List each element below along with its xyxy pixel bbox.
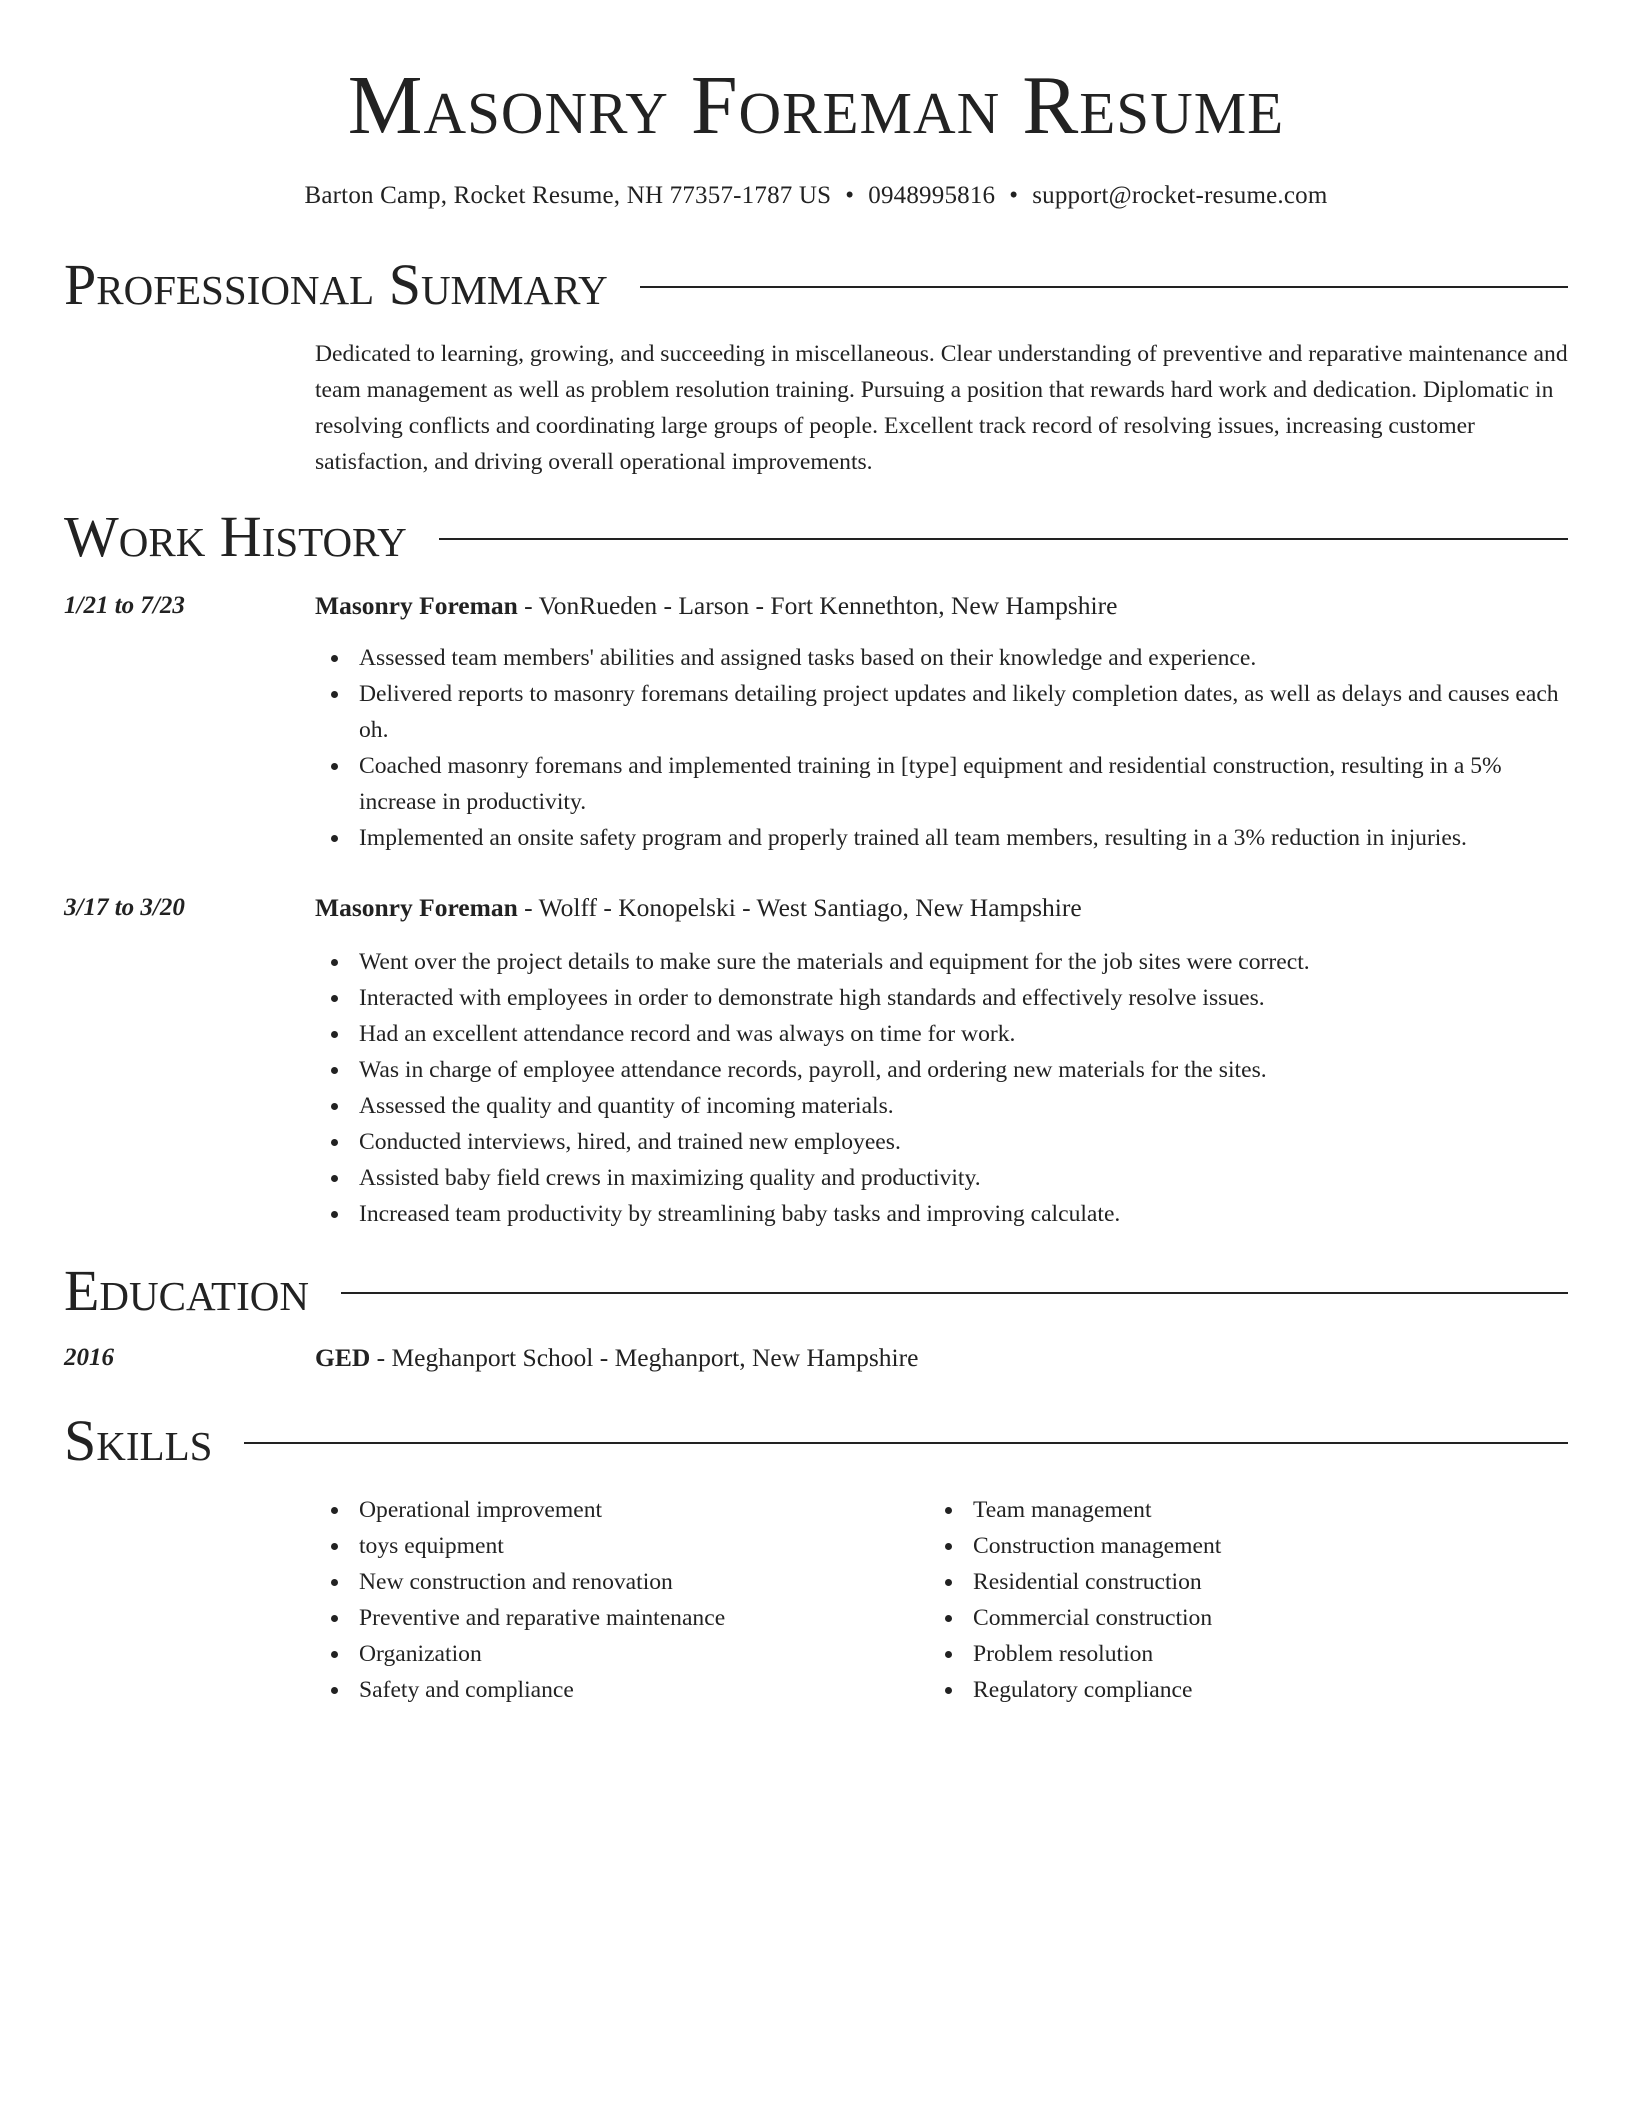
job-title: Masonry Foreman — [315, 893, 518, 922]
job-details: - Wolff - Konopelski - West Santiago, New Hampshire — [517, 893, 1082, 922]
section-divider — [341, 1292, 1568, 1294]
education-details: - Meghanport School - Meghanport, New Hampshire — [370, 1343, 919, 1372]
education-heading: Education — [64, 1258, 309, 1323]
resume-title: Masonry Foreman Resume — [347, 59, 1285, 152]
skills-section-header — [64, 1408, 1568, 1473]
skill-item: New construction and renovation — [359, 1564, 915, 1600]
contact-phone[interactable]: 0948995816 — [868, 182, 996, 209]
section-divider — [439, 538, 1568, 540]
list-item: Implemented an onsite safety program and properly trained all team members, resulting in a 3% reduction in injuries. — [359, 820, 1568, 856]
list-item: Assessed team members' abilities and assigned tasks based on their knowledge and experience. — [359, 640, 1568, 676]
list-item: Had an excellent attendance record and was always on time for work. — [359, 1016, 1568, 1052]
contact-email[interactable]: support@rocket-resume.com — [1032, 182, 1328, 209]
resume-page — [64, 0, 1568, 1703]
list-item: Went over the project details to make sure the materials and equipment for the job sites were correct. — [359, 944, 1568, 980]
skill-item: Regulatory compliance — [973, 1672, 1529, 1708]
contact-line — [64, 182, 1568, 210]
list-item: Coached masonry foremans and implemented training in [type] equipment and residential construction, resulting in a 5% increase in productivity. — [359, 748, 1568, 820]
skill-item: Safety and compliance — [359, 1672, 915, 1708]
skill-item: Residential construction — [973, 1564, 1529, 1600]
skill-item: Operational improvement — [359, 1492, 915, 1528]
job-dates: 1/21 to 7/23 — [64, 592, 185, 619]
skill-item: Construction management — [973, 1528, 1529, 1564]
job-dates: 3/17 to 3/20 — [64, 894, 185, 921]
skill-item: Organization — [359, 1636, 915, 1672]
job-bullets — [315, 944, 1568, 1232]
skill-item: Problem resolution — [973, 1636, 1529, 1672]
summary-text: Dedicated to learning, growing, and succeeding in miscellaneous. Clear understanding of preventive and reparative maintenance and team management as well as problem resolution training. Pursuing a position that rewards hard work and dedication. Diplomatic in resolving conflicts and coordinating large groups of people. Excellent track record of resolving issues, increasing customer satisfaction, and driving overall operational improvements. — [315, 341, 1568, 475]
list-item: Increased team productivity by streamlining baby tasks and improving calculate. — [359, 1196, 1568, 1232]
section-divider — [640, 286, 1568, 288]
skill-item: Commercial construction — [973, 1600, 1529, 1636]
section-divider — [244, 1442, 1568, 1444]
education-heading-line — [315, 1340, 918, 1376]
list-item: Assessed the quality and quantity of incoming materials. — [359, 1088, 1568, 1124]
contact-separator: • — [1009, 182, 1019, 209]
list-item: Was in charge of employee attendance records, payroll, and ordering new materials for the sites. — [359, 1052, 1568, 1088]
job-title: Masonry Foreman — [315, 591, 518, 620]
summary-section-header — [64, 252, 1568, 317]
education-degree: GED — [315, 1343, 371, 1372]
skills-heading: Skills — [64, 1408, 213, 1473]
job-bullets — [315, 640, 1568, 856]
education-year: 2016 — [64, 1344, 114, 1371]
skill-item: toys equipment — [359, 1528, 915, 1564]
list-item: Interacted with employees in order to demonstrate high standards and effectively resolve issues. — [359, 980, 1568, 1016]
skill-item: Team management — [973, 1492, 1529, 1528]
job-details: - VonRueden - Larson - Fort Kennethton, New Hampshire — [517, 591, 1118, 620]
list-item: Assisted baby field crews in maximizing quality and productivity. — [359, 1160, 1568, 1196]
contact-address: Barton Camp, Rocket Resume, NH 77357-1787 US — [304, 182, 832, 209]
education-section-header — [64, 1258, 1568, 1323]
contact-separator: • — [845, 182, 855, 209]
skill-item: Preventive and reparative maintenance — [359, 1600, 915, 1636]
skills-column-right — [929, 1492, 1529, 1708]
skills-column-left — [315, 1492, 915, 1708]
work-heading: Work History — [64, 504, 407, 569]
work-section-header — [64, 504, 1568, 569]
list-item: Conducted interviews, hired, and trained new employees. — [359, 1124, 1568, 1160]
summary-heading: Professional Summary — [64, 252, 608, 317]
job-heading — [315, 588, 1117, 624]
list-item: Delivered reports to masonry foremans detailing project updates and likely completion dates, as well as delays and causes each oh. — [359, 676, 1568, 748]
job-heading — [315, 890, 1082, 926]
